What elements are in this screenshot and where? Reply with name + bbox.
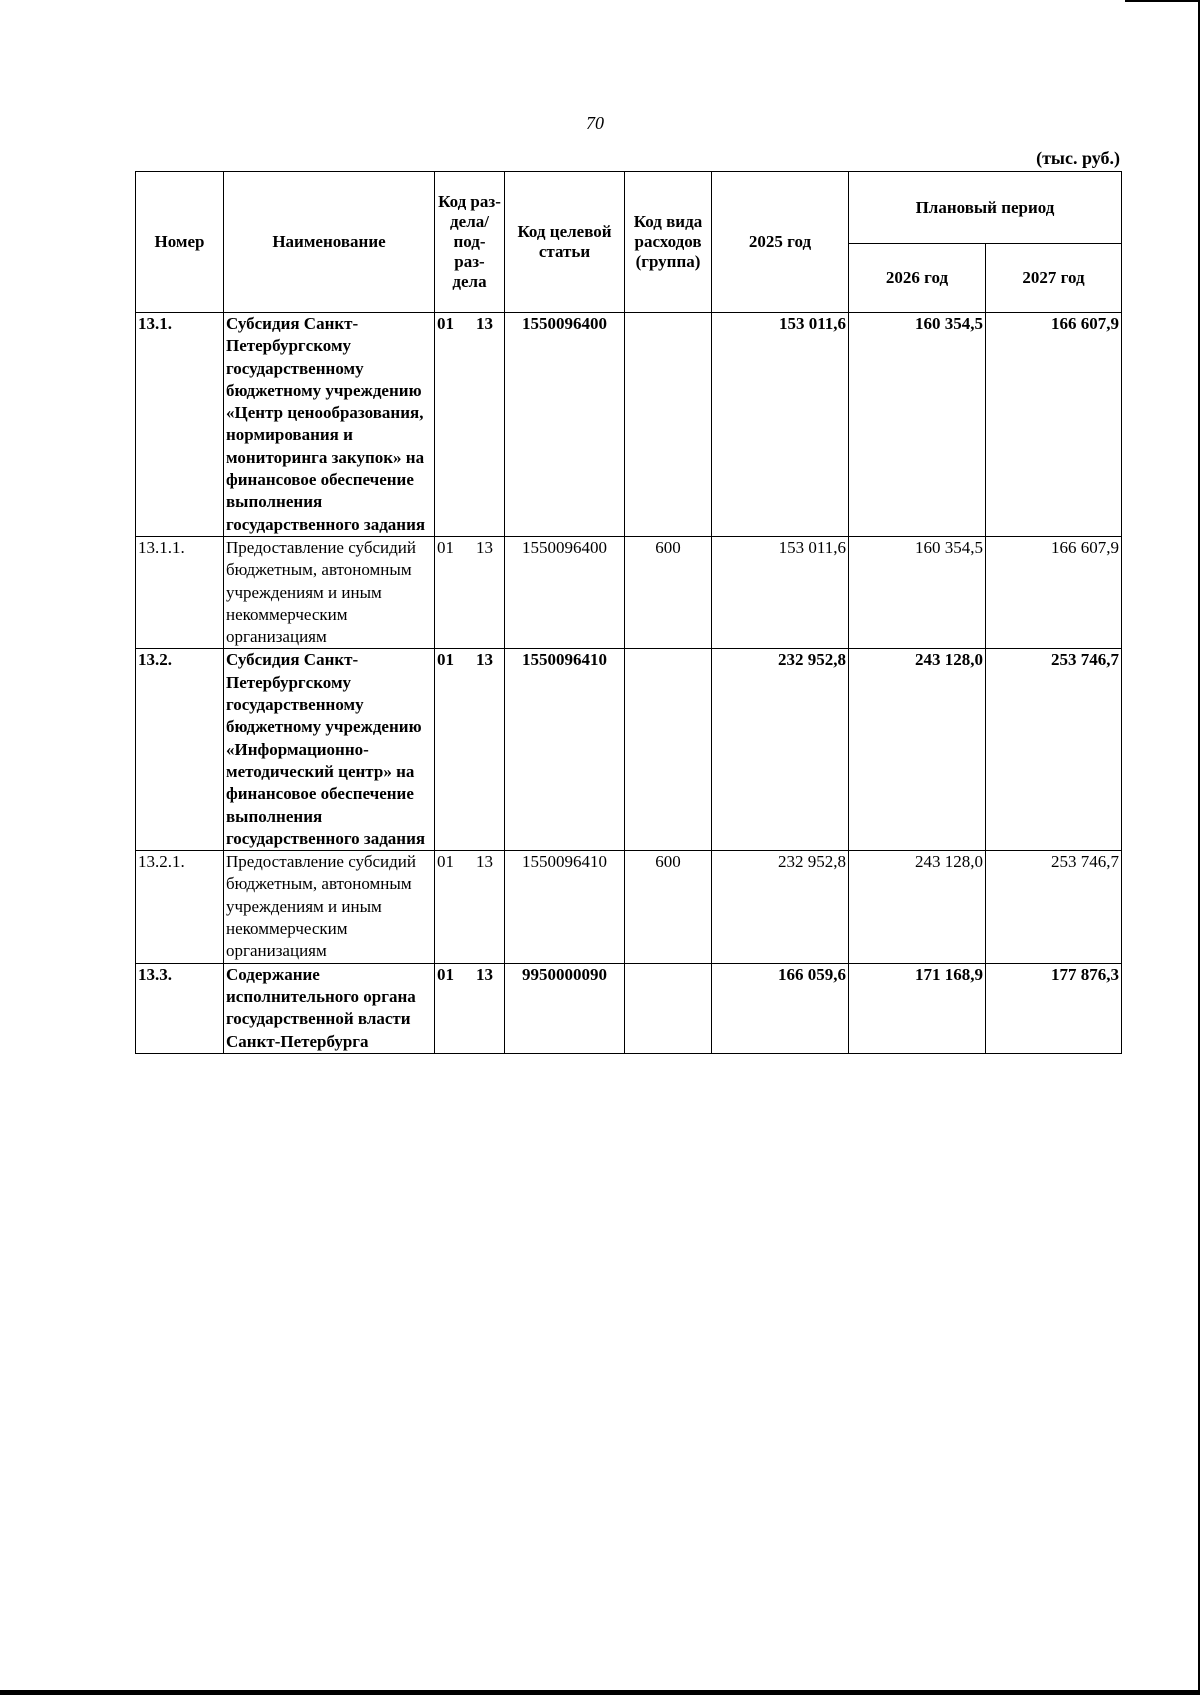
row-target-code: 1550096400	[505, 313, 625, 537]
row-section-code	[435, 963, 505, 1053]
row-section-code	[435, 313, 505, 537]
row-target-code: 1550096400	[505, 536, 625, 648]
header-year-2026: 2026 год	[849, 244, 986, 313]
row-subsection: 13	[476, 537, 493, 557]
row-amount-2027: 253 746,7	[986, 851, 1122, 963]
row-number: 13.3.	[136, 963, 224, 1053]
row-target-code: 1550096410	[505, 851, 625, 963]
row-amount-2026: 160 354,5	[849, 536, 986, 648]
row-section: 01	[437, 964, 454, 984]
row-amount-2026: 160 354,5	[849, 313, 986, 537]
header-planned-period: Плановый период	[849, 172, 1122, 244]
row-expense-type: 600	[625, 536, 712, 648]
header-year-2025: 2025 год	[712, 172, 849, 313]
row-name: Субсидия Санкт-Петербургскому государственному бюджетному учреждению «Информационно-методический центр» на финансовое обеспечение выполнения государственного задания	[224, 649, 435, 851]
row-amount-2027: 166 607,9	[986, 313, 1122, 537]
row-target-code: 9950000090	[505, 963, 625, 1053]
row-expense-type	[625, 313, 712, 537]
table-row	[136, 313, 1122, 537]
row-target-code: 1550096410	[505, 649, 625, 851]
row-subsection: 13	[476, 650, 493, 670]
row-section: 01	[437, 537, 454, 557]
row-name: Содержание исполнительного органа государственной власти Санкт-Петербурга	[224, 963, 435, 1053]
row-subsection: 13	[476, 314, 493, 333]
row-number: 13.2.	[136, 649, 224, 851]
units-label: (тыс. руб.)	[1036, 148, 1120, 168]
scan-border-bottom	[0, 1690, 1200, 1695]
header-row	[136, 172, 1122, 244]
row-expense-type: 600	[625, 851, 712, 963]
row-amount-2026: 243 128,0	[849, 851, 986, 963]
table-row	[136, 963, 1122, 1053]
row-expense-type	[625, 963, 712, 1053]
row-amount-2026: 243 128,0	[849, 649, 986, 851]
row-amount-2025: 232 952,8	[712, 851, 849, 963]
row-name: Предоставление субсидий бюджетным, автономным учреждениям и иным некоммерческим организациям	[224, 536, 435, 648]
row-amount-2026: 171 168,9	[849, 963, 986, 1053]
header-number: Номер	[136, 172, 224, 313]
row-number: 13.1.1.	[136, 536, 224, 648]
row-amount-2027: 166 607,9	[986, 536, 1122, 648]
row-subsection: 13	[476, 964, 493, 984]
row-subsection: 13	[476, 852, 493, 872]
row-name: Субсидия Санкт-Петербургскому государственному бюджетному учреждению «Центр ценообразования, нормирования и мониторинга закупок» на финансовое обеспечение выполнения государственного задания	[224, 313, 435, 537]
scan-border-corner	[1125, 0, 1200, 2]
page-number: 70	[586, 113, 604, 133]
header-expense-type: Код вида расходов (группа)	[625, 172, 712, 313]
row-section-code	[435, 851, 505, 963]
row-amount-2027: 253 746,7	[986, 649, 1122, 851]
header-name: Наименование	[224, 172, 435, 313]
row-amount-2025: 166 059,6	[712, 963, 849, 1053]
row-amount-2025: 153 011,6	[712, 536, 849, 648]
row-name: Предоставление субсидий бюджетным, автономным учреждениям и иным некоммерческим организациям	[224, 851, 435, 963]
table-row	[136, 649, 1122, 851]
row-section: 01	[437, 650, 454, 670]
budget-table	[135, 171, 1122, 1054]
row-number: 13.1.	[136, 313, 224, 537]
row-section: 01	[437, 852, 454, 872]
row-amount-2025: 153 011,6	[712, 313, 849, 537]
row-section-code	[435, 649, 505, 851]
row-amount-2025: 232 952,8	[712, 649, 849, 851]
row-section-code	[435, 536, 505, 648]
row-section: 01	[437, 314, 454, 333]
header-year-2027: 2027 год	[986, 244, 1122, 313]
row-expense-type	[625, 649, 712, 851]
table-row	[136, 851, 1122, 963]
row-amount-2027: 177 876,3	[986, 963, 1122, 1053]
row-number: 13.2.1.	[136, 851, 224, 963]
table-row	[136, 536, 1122, 648]
header-section-code: Код раз- дела/ под- раз- дела	[435, 172, 505, 313]
header-target-code: Код целевой статьи	[505, 172, 625, 313]
